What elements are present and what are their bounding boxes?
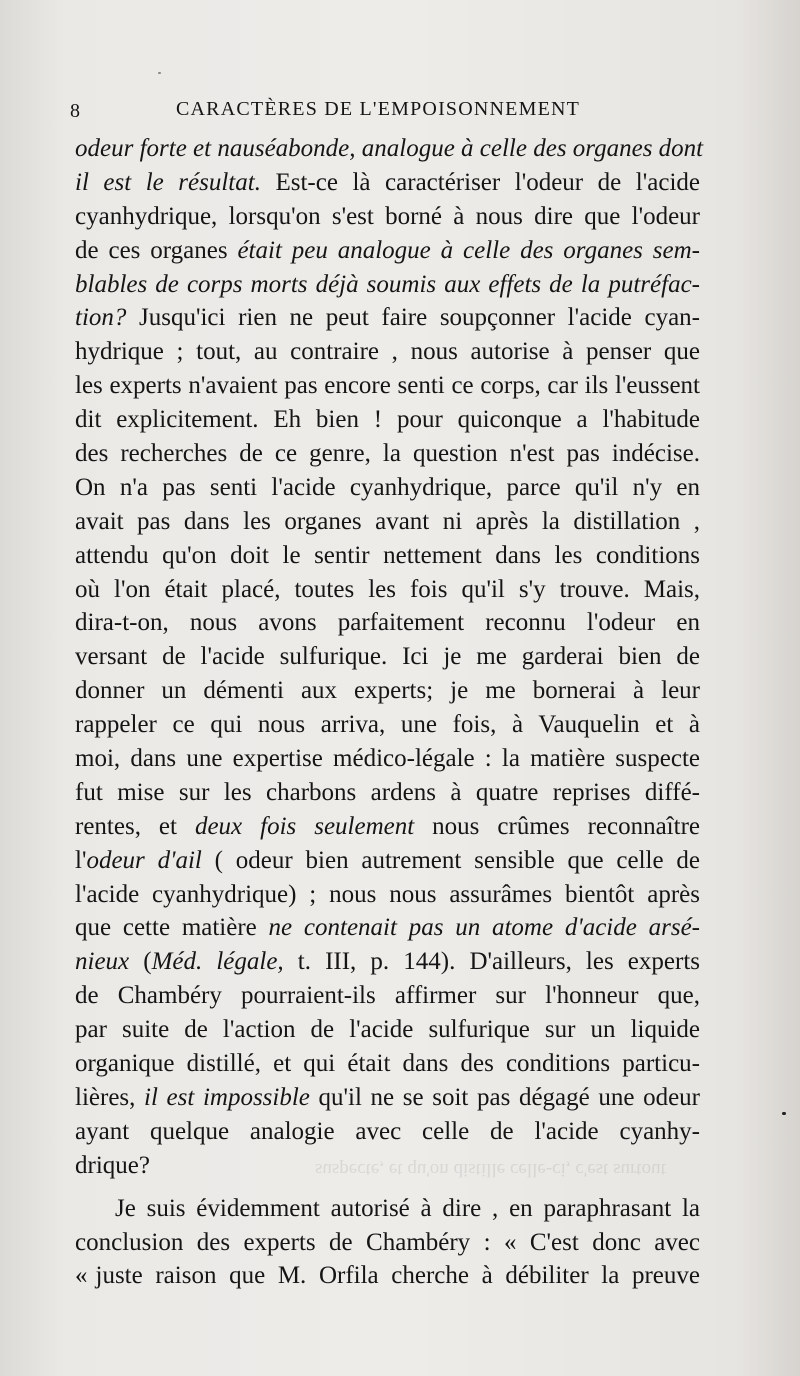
text-segment: lières, xyxy=(75,1083,145,1111)
italic-text: ne contenait pas un atome d'acide arsé- xyxy=(268,914,700,942)
text-segment: drique? xyxy=(75,1151,150,1179)
text-line xyxy=(75,166,700,200)
text-line xyxy=(75,234,700,268)
text-segment: rappeler ce qui nous arriva, une fois, à Vauquelin et à xyxy=(75,711,700,739)
text-line xyxy=(75,911,700,945)
text-line xyxy=(75,606,700,640)
text-segment: nous crûmes reconnaître xyxy=(414,812,700,840)
text-segment: donner un démenti aux experts; je me bornerai à leur xyxy=(75,677,700,705)
text-line xyxy=(75,810,700,844)
text-line xyxy=(75,539,700,573)
text-line xyxy=(75,674,700,708)
text-segment: juste raison que M. Orfila cherche à débiliter la preuve xyxy=(95,1262,700,1290)
text-line xyxy=(75,776,700,810)
text-segment: moi, dans une expertise médico-légale : la matière suspecte xyxy=(75,745,700,773)
show-through-text: suspecte, et qu'on distille celle-ci, c'est surtout xyxy=(315,1159,666,1180)
text-segment: avait pas dans les organes avant ni après la distillation , xyxy=(75,507,700,535)
text-segment: Jusqu'ici rien ne peut faire soupçonner l'acide cyan- xyxy=(126,304,700,332)
text-line xyxy=(75,200,700,234)
text-line xyxy=(75,369,700,403)
text-line xyxy=(75,878,700,912)
page-number: 8 xyxy=(70,100,80,122)
text-segment: cyanhydrique, lorsqu'on s'est borné à nous dire que l'odeur xyxy=(75,202,700,230)
text-line xyxy=(75,1226,700,1260)
text-line xyxy=(75,301,700,335)
body-text xyxy=(75,132,704,1293)
text-line xyxy=(75,742,700,776)
text-line xyxy=(75,437,700,471)
text-segment: dit explicitement. Eh bien ! pour quiconque a l'habitude xyxy=(75,406,700,434)
ink-speck xyxy=(782,1112,786,1115)
text-line xyxy=(75,945,700,979)
text-line xyxy=(75,844,700,878)
text-line xyxy=(75,979,700,1013)
text-segment: Est-ce là caractériser l'odeur de l'acide xyxy=(260,168,700,196)
text-segment: hydrique ; tout, au contraire , nous autorise à penser que xyxy=(75,338,700,366)
text-segment: par suite de l'action de l'acide sulfurique sur un liquide xyxy=(75,1016,700,1044)
text-segment: de ces organes xyxy=(75,236,238,264)
text-segment: attendu qu'on doit le sentir nettement dans les conditions xyxy=(75,541,700,569)
italic-text: odeur forte et nauséabonde, analogue à celle des organes dont xyxy=(75,135,704,162)
text-line xyxy=(75,1192,700,1226)
text-segment: qu'il ne se soit pas dégagé une odeur xyxy=(309,1083,701,1111)
text-line xyxy=(75,335,700,369)
text-line xyxy=(75,505,700,539)
text-segment: organique distillé, et qui était dans des conditions particu- xyxy=(75,1050,700,1078)
text-segment: dira-t-on, nous avons parfaitement reconnu l'odeur en xyxy=(75,609,700,637)
text-segment: l'acide cyanhydrique) ; nous nous assurâmes bientôt après xyxy=(75,880,700,908)
running-head xyxy=(0,96,800,130)
text-segment: ( xyxy=(129,948,152,976)
italic-text: odeur d'ail xyxy=(86,846,202,874)
text-segment: fut mise sur les charbons ardens à quatre reprises diffé- xyxy=(75,778,700,806)
italic-text: il est impossible xyxy=(144,1083,310,1111)
text-segment: que cette matière xyxy=(75,914,269,942)
text-segment: conclusion des experts de Chambéry : « C'est donc avec xyxy=(75,1228,700,1256)
text-line xyxy=(75,1013,700,1047)
text-line xyxy=(75,403,700,437)
italic-text: nieux xyxy=(75,948,130,976)
text-line xyxy=(75,573,700,607)
text-segment: ( odeur bien autrement sensible que celle de xyxy=(201,846,700,874)
running-head-title: CARACTÈRES DE L'EMPOISONNEMENT xyxy=(176,98,581,120)
text-line xyxy=(75,268,700,302)
text-line xyxy=(75,132,704,166)
text-segment: l' xyxy=(75,846,87,874)
text-segment: rentes, et xyxy=(75,812,195,840)
italic-text: blables de corps morts déjà soumis aux effets de la putréfac- xyxy=(75,270,700,298)
text-segment: des recherches de ce genre, la question n'est pas indécise. xyxy=(75,440,700,468)
text-segment: où l'on était placé, toutes les fois qu'il s'y trouve. Mais, xyxy=(75,575,700,603)
text-line xyxy=(75,1259,700,1293)
italic-text: il est le résultat. xyxy=(75,168,261,196)
text-line xyxy=(75,1081,700,1115)
text-segment: t. III, p. 144). D'ailleurs, les experts xyxy=(283,948,700,976)
text-segment: les experts n'avaient pas encore senti ce corps, car ils l'eussent xyxy=(75,372,700,400)
text-segment: Je suis évidemment autorisé à dire , en paraphrasant la xyxy=(115,1194,700,1222)
text-line xyxy=(75,1115,700,1149)
text-line xyxy=(75,1047,700,1081)
text-line xyxy=(75,471,700,505)
italic-text: Méd. légale, xyxy=(151,948,284,976)
text-segment: On n'a pas senti l'acide cyanhydrique, parce qu'il n'y en xyxy=(75,473,700,501)
text-line xyxy=(75,708,700,742)
text-segment: versant de l'acide sulfurique. Ici je me garderai bien de xyxy=(75,643,700,671)
text-line xyxy=(75,640,700,674)
italic-text: était peu analogue à celle des organes sem- xyxy=(237,236,700,264)
ink-speck xyxy=(158,72,161,74)
italic-text: deux fois seulement xyxy=(194,812,415,840)
text-segment: de Chambéry pourraient-ils affirmer sur l'honneur que, xyxy=(75,982,700,1010)
italic-text: tion? xyxy=(75,304,127,332)
text-segment: ayant quelque analogie avec celle de l'acide cyanhy- xyxy=(75,1117,700,1145)
